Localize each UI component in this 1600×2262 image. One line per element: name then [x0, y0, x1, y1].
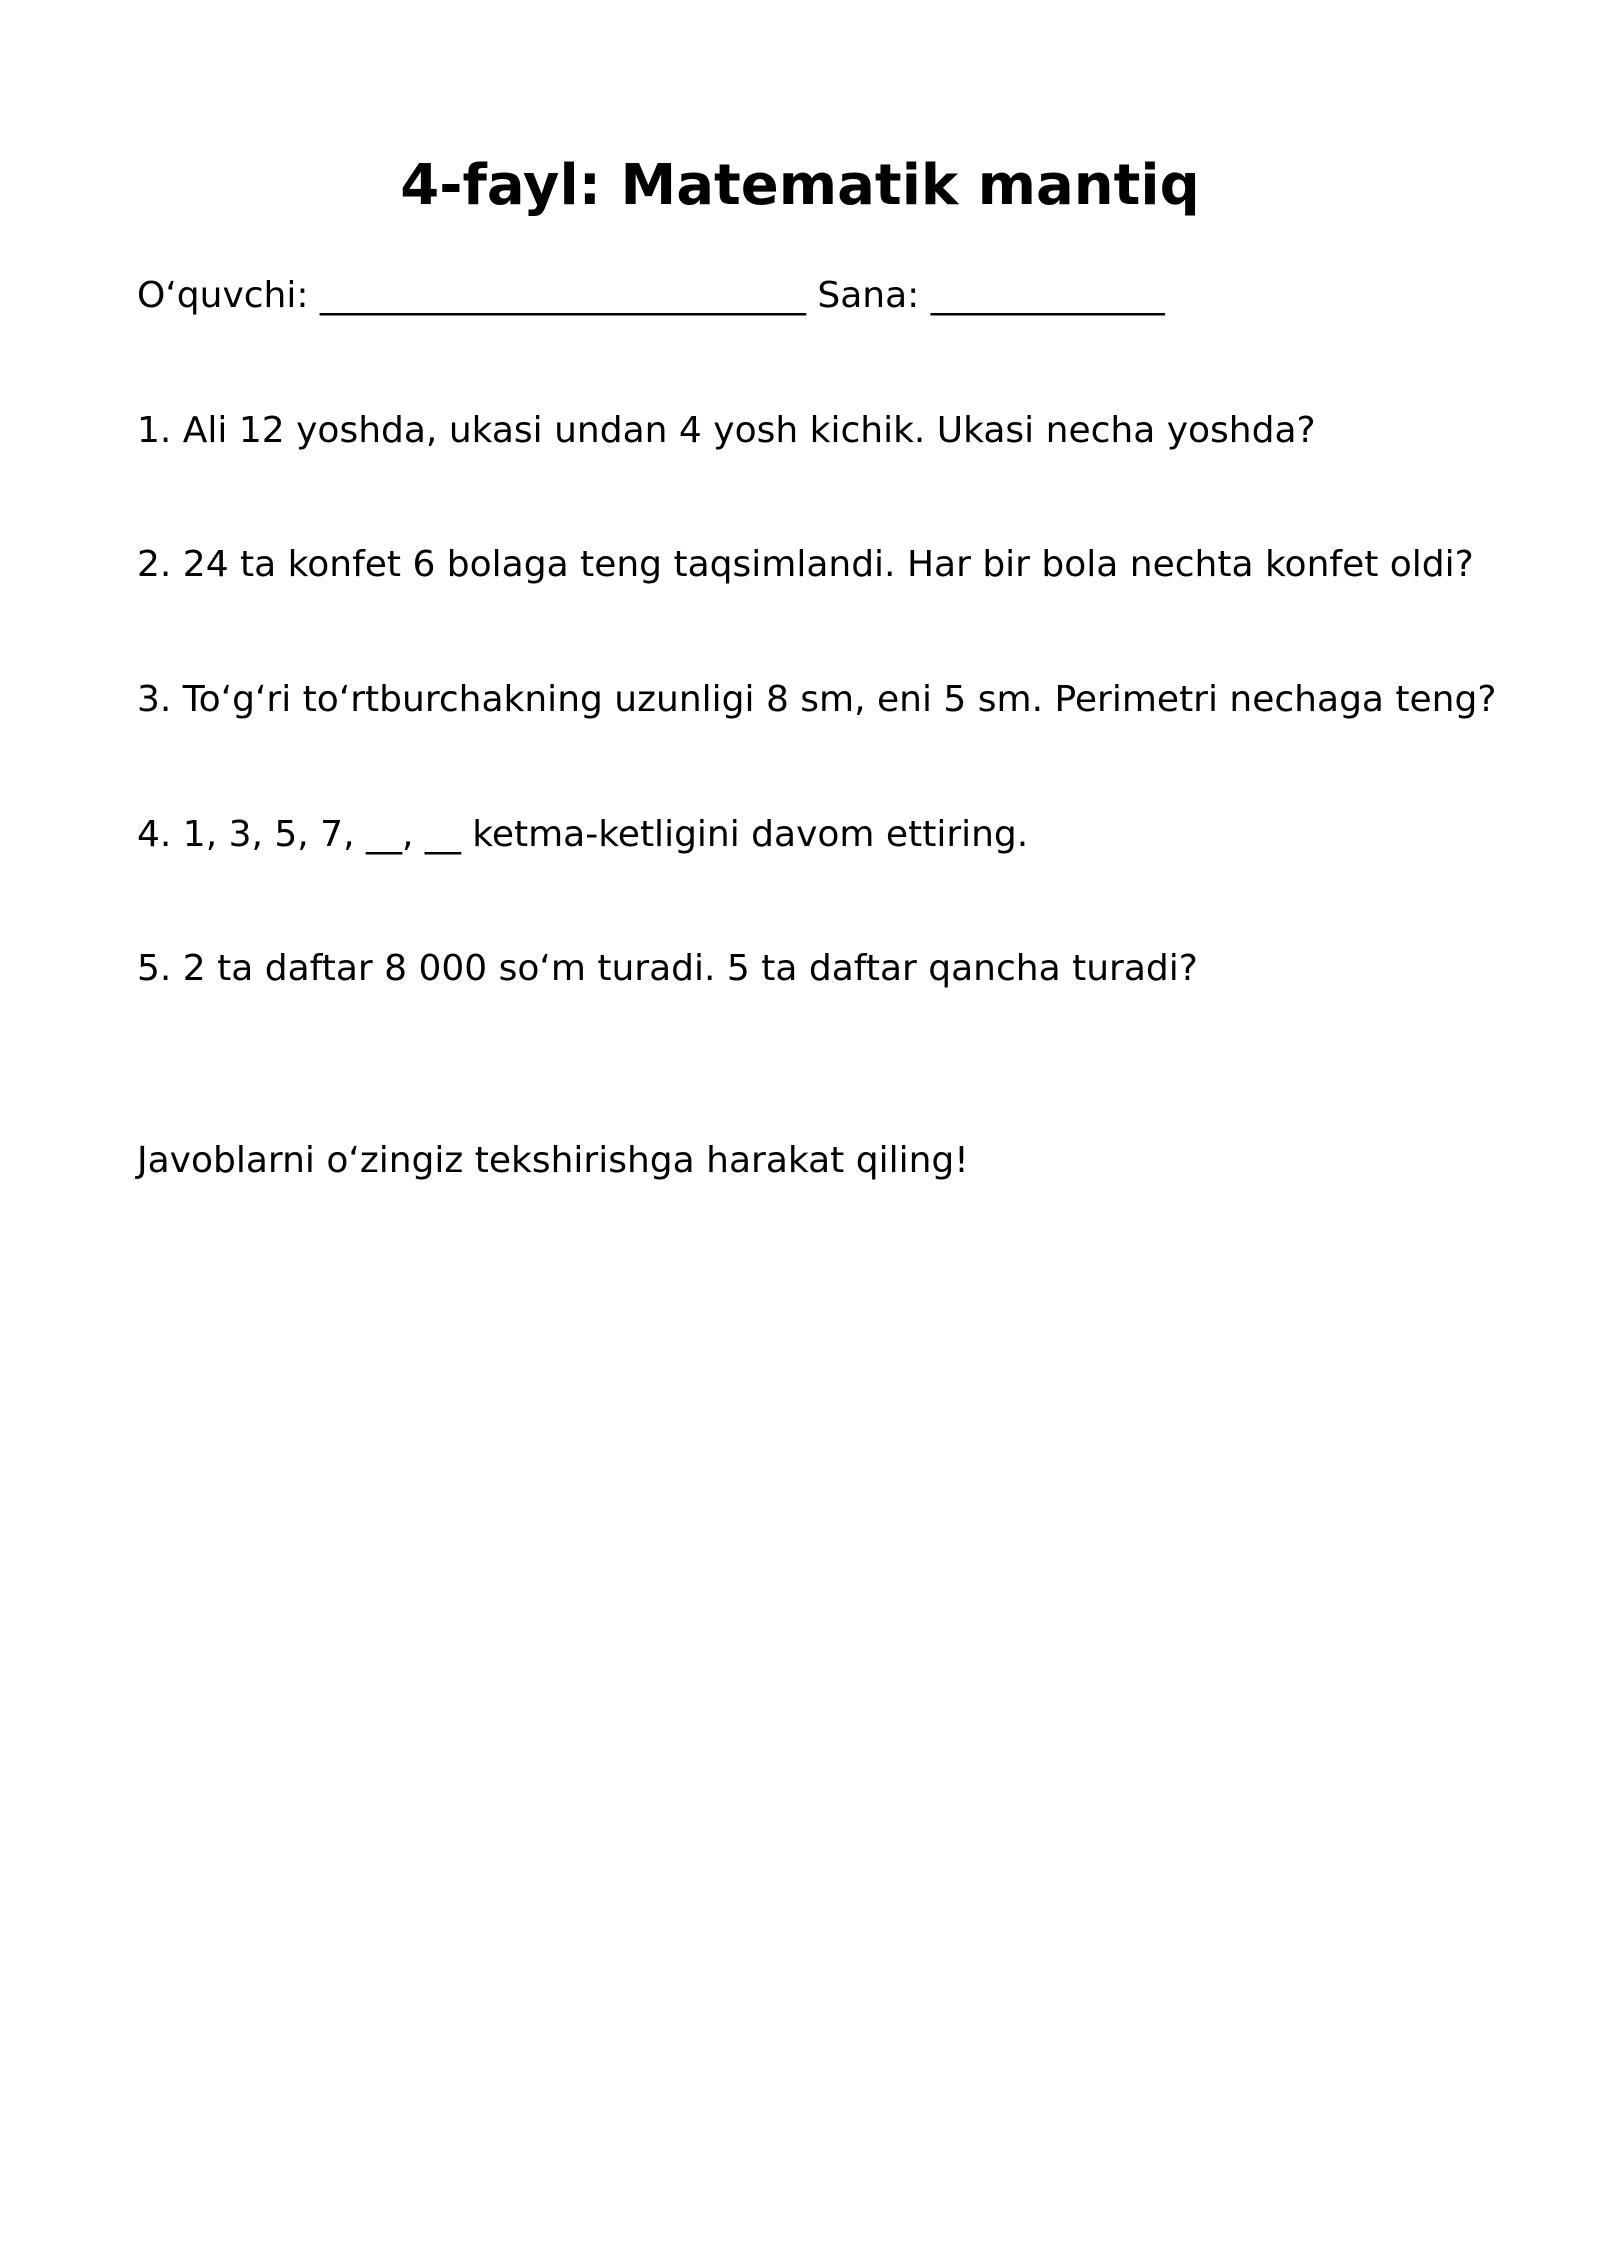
student-date-line: O‘quvchi: ___________________________ Sana: _____________: [137, 275, 1165, 316]
footer-note: Javoblarni o‘zingiz tekshirishga harakat qiling!: [137, 1140, 969, 1181]
question-5: 5. 2 ta daftar 8 000 so‘m turadi. 5 ta daftar qancha turadi?: [137, 948, 1198, 989]
question-4: 4. 1, 3, 5, 7, __, __ ketma-ketligini davom ettiring.: [137, 814, 1029, 855]
question-3: 3. To‘g‘ri to‘rtburchakning uzunligi 8 sm, eni 5 sm. Perimetri nechaga teng?: [137, 679, 1497, 720]
question-1: 1. Ali 12 yoshda, ukasi undan 4 yosh kichik. Ukasi necha yoshda?: [137, 410, 1316, 451]
page-title: 4-fayl: Matematik mantiq: [400, 153, 1200, 218]
question-2: 2. 24 ta konfet 6 bolaga teng taqsimlandi. Har bir bola nechta konfet oldi?: [137, 544, 1474, 585]
